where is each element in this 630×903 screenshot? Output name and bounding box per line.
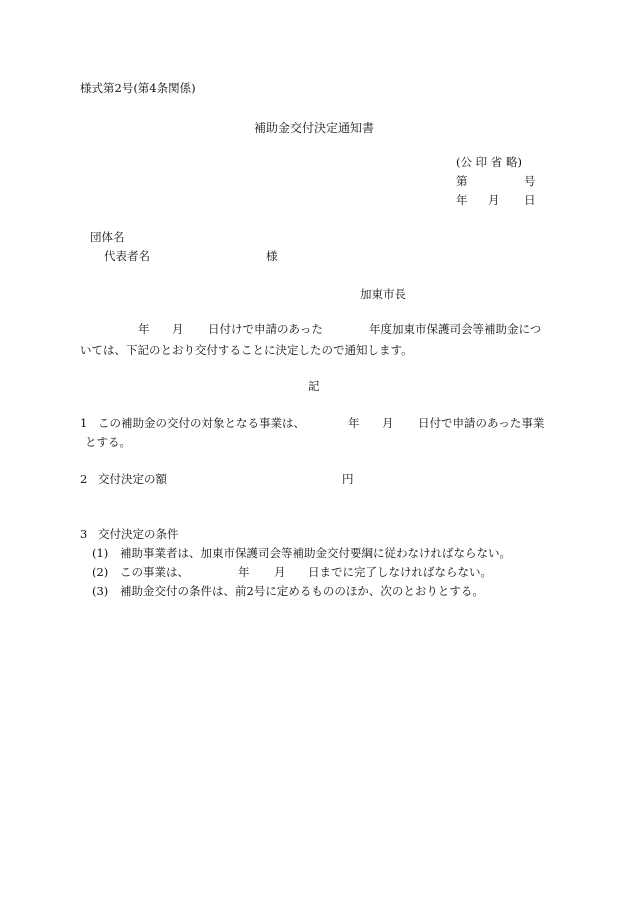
recipient-honorific: 様 [266, 249, 278, 263]
item-1-applied: 日付で申請のあった事業 [418, 416, 545, 430]
doc-date-day: 日 [524, 193, 536, 207]
sender-name: 加東市長 [360, 287, 406, 301]
condition-3-text: 補助金交付の条件は、前2号に定めるもののほか、次のとおりとする。 [120, 584, 484, 598]
item-2-unit: 円 [342, 472, 354, 486]
condition-1-text: 補助事業者は、加東市保護司会等補助金交付要綱に従わなければならない。 [120, 546, 511, 560]
doc-date-year: 年 [456, 193, 468, 207]
doc-number-prefix: 第 [456, 174, 468, 188]
document-title: 補助金交付決定通知書 [254, 121, 375, 135]
doc-number-suffix: 号 [524, 174, 536, 188]
seal-omitted-note: (公 印 省 略) [456, 155, 522, 169]
item-2-label: 交付決定の額 [98, 472, 167, 486]
body-year: 年 [138, 322, 150, 336]
item-1-month: 月 [382, 416, 394, 430]
condition-1-number: (1) [92, 546, 109, 560]
item-1-line-2: とする。 [85, 435, 131, 449]
condition-2-year: 年 [238, 565, 250, 579]
condition-2-text-b: 日までに完了しなければならない。 [308, 565, 492, 579]
item-1-number: 1 [80, 416, 88, 430]
item-2-number: 2 [80, 472, 88, 486]
body-subsidy-name: 年度加東市保護司会等補助金につ [369, 322, 542, 336]
recipient-rep-label: 代表者名 [104, 249, 150, 263]
item-3-label: 交付決定の条件 [98, 527, 179, 541]
body-month: 月 [172, 322, 184, 336]
body-line-2: いては、下記のとおり交付することに決定したので通知します。 [80, 343, 413, 357]
body-applied-on: 日付けで申請のあった [208, 322, 323, 336]
condition-2-month: 月 [274, 565, 286, 579]
item-1-year: 年 [348, 416, 360, 430]
condition-2-text-a: この事業は、 [120, 565, 189, 579]
item-3-number: 3 [80, 527, 88, 541]
recipient-org-label: 団体名 [90, 230, 125, 244]
ki-heading: 記 [308, 379, 320, 393]
condition-2-number: (2) [92, 565, 109, 579]
condition-3-number: (3) [92, 584, 109, 598]
form-label: 様式第2号(第4条関係) [80, 81, 196, 95]
doc-date-month: 月 [488, 193, 500, 207]
item-1-text: この補助金の交付の対象となる事業は、 [98, 416, 305, 430]
